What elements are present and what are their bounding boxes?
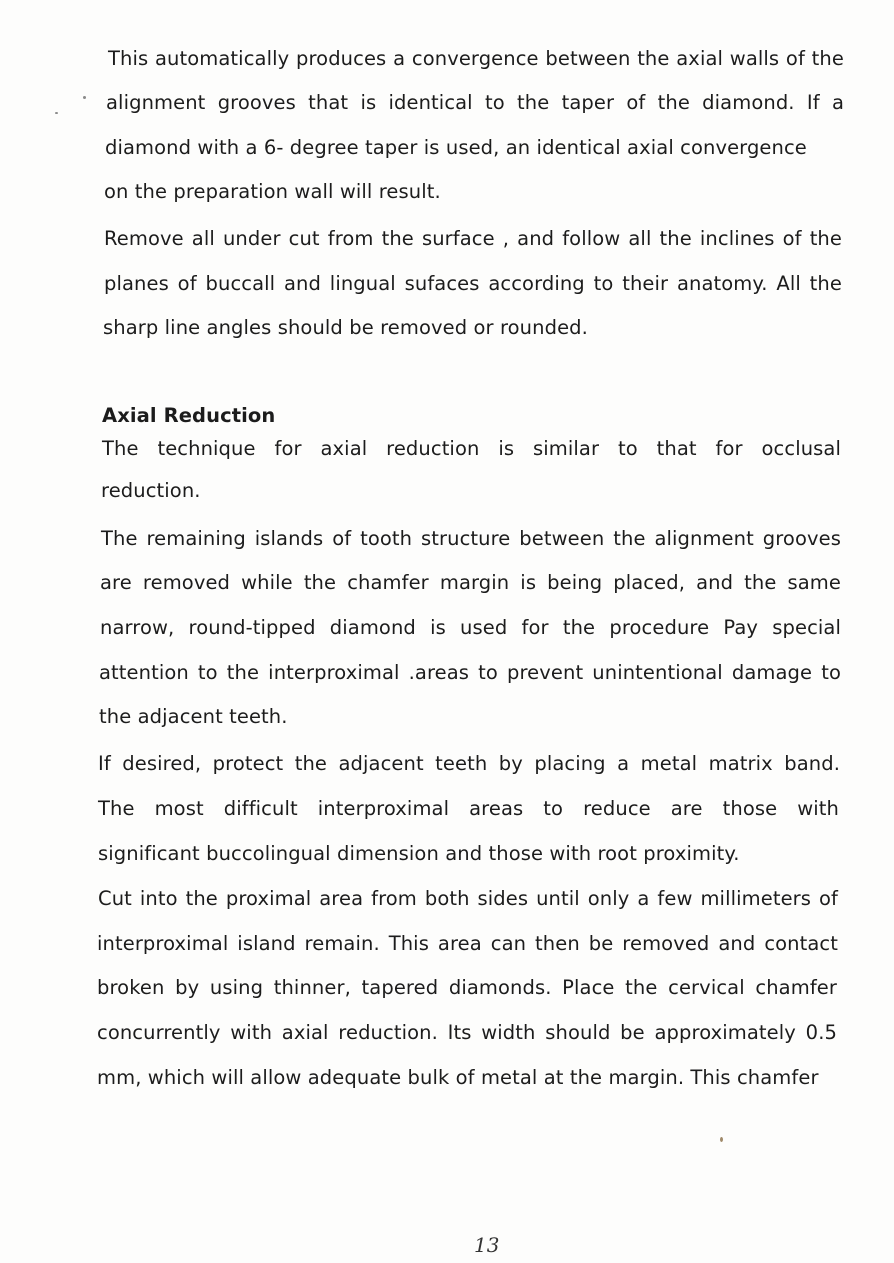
text-line: sharp line angles should be removed or rounded.	[103, 316, 588, 339]
text-line: concurrently with axial reduction. Its width should be approximately 0.5	[97, 1021, 837, 1044]
page-number: 13	[474, 1233, 500, 1257]
text-line: Cut into the proximal area from both sides until only a few millimeters of	[98, 887, 838, 910]
text-line: the adjacent teeth.	[99, 705, 288, 728]
text-line: This automatically produces a convergence between the axial walls of the	[108, 47, 844, 70]
text-line: significant buccolingual dimension and those with root proximity.	[98, 842, 740, 865]
text-line: planes of buccall and lingual sufaces according to their anatomy. All the	[104, 272, 842, 295]
text-line: are removed while the chamfer margin is being placed, and the same	[100, 571, 841, 594]
scan-speck	[720, 1137, 723, 1142]
text-line: interproximal island remain. This area can then be removed and contact	[97, 932, 838, 955]
text-line: broken by using thinner, tapered diamonds. Place the cervical chamfer	[97, 976, 837, 999]
text-line: narrow, round-tipped diamond is used for the procedure Pay special	[100, 616, 841, 639]
text-line: mm, which will allow adequate bulk of metal at the margin. This chamfer	[97, 1066, 819, 1089]
text-line: The remaining islands of tooth structure between the alignment grooves	[101, 527, 841, 550]
text-line: reduction.	[101, 479, 201, 502]
text-line: The technique for axial reduction is similar to that for occlusal	[102, 437, 841, 460]
scan-speck	[55, 112, 58, 114]
text-line: on the preparation wall will result.	[104, 180, 441, 203]
text-line: If desired, protect the adjacent teeth by placing a metal matrix band.	[98, 752, 840, 775]
text-line: attention to the interproximal .areas to prevent unintentional damage to	[99, 661, 841, 684]
text-line: Remove all under cut from the surface , and follow all the inclines of the	[104, 227, 842, 250]
scan-speck	[83, 96, 86, 99]
section-heading: Axial Reduction	[102, 404, 276, 427]
text-line: diamond with a 6- degree taper is used, an identical axial convergence	[105, 136, 807, 159]
text-line: alignment grooves that is identical to the taper of the diamond. If a	[106, 91, 844, 114]
text-line: The most difficult interproximal areas to reduce are those with	[98, 797, 839, 820]
